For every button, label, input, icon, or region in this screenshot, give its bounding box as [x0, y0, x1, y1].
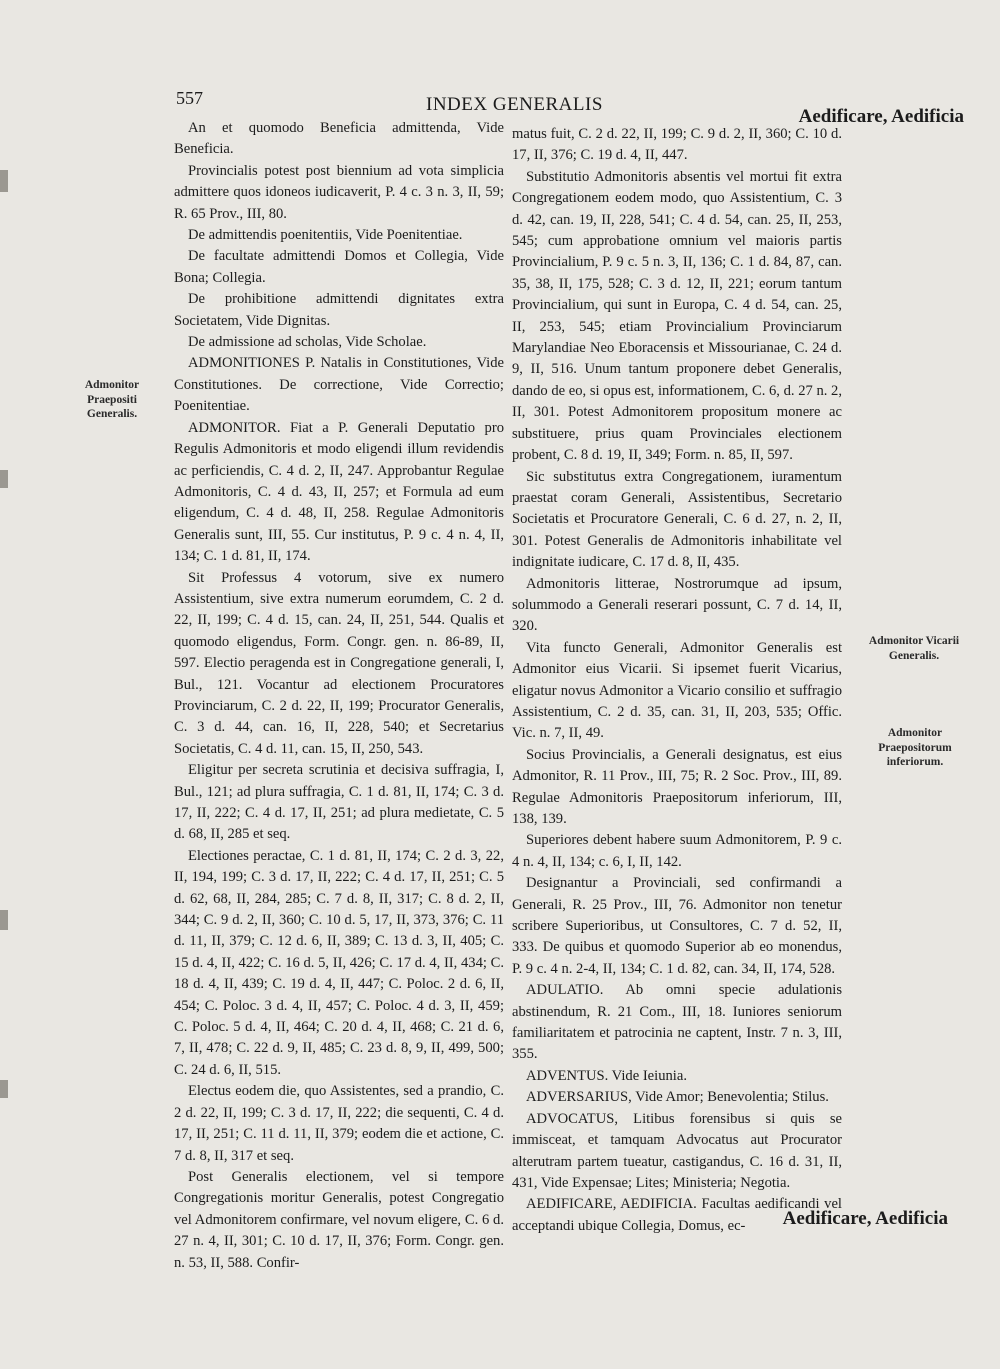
index-entry: Substitutio Admonitoris absentis vel mortui fit extra Congregationem eodem modo, quo Assistentium, C. 3 d. 42, can. 19, II, 228, 541; C. 4 d. 54, can. 25, II, 253, 545; cum approbatione omnium vel maioris partis Provincialium, P. 9 c. 5 n. 3, II, 136; C. 1 d. 84, 87, can. 35, 38, II, 175, 528; C. 3 d. 12, II, 221; eorum tantum Provincialium, qui sunt in Europa, C. 4 d. 54, can. 25, II, 253, 545; etiam Provincialium Provinciarum Marylandiae Neo Eboracensis et Missourianae, C. 24 d. 9, II, 516. Unum tantum proponere debet Generalis, dando de eo, si opus est, informationem, C. 6, d. 27 n. 2, II, 301. Potest Admonitorem propositum monere ac substituere, prius quam Provinciales electionem probent, C. 8 d. 19, II, 349; Form. n. 85, II, 597. [512, 168, 842, 464]
index-entry-admonitiones: ADMONITIONES P. Natalis in Constitutiones, Vide Constitutiones. De correctione, Vide Correctio; Poenitentiae. [174, 355, 504, 415]
index-entry: Sit Professus 4 votorum, sive ex numero Assistentium, sive extra numerum eorumdem, C. 2 d. 22, II, 199; C. 4 d. 15, can. 24, II, 251, 544. Qualis et quomodo eligendus, Form. Congr. gen. n. 86-89, II, 597. Electio peragenda est in Congregatione generali, I, Bul., 121. Vocantur ad electionem Procuratores Provinciarum, C. 2 d. 22, II, 199; Procurator Generalis, C. 3 d. 44, can. 16, II, 228, 540; et Secretarius Societatis, C. 4 d. 11, can. 15, II, 250, 543. [174, 569, 504, 757]
index-entry: Socius Provincialis, a Generali designatus, est eius Admonitor, R. 11 Prov., III, 75; R. 2 Soc. Prov., III, 89. Regulae Admonitoris Praepositorum inferiorum, III, 138, 139. [512, 746, 842, 827]
index-entry-aedificare: AEDIFICARE, AEDIFICIA. Facultas aedificandi vel acceptandi ubique Collegia, Domus, ec- [512, 1196, 842, 1234]
index-entry: De prohibitione admittendi dignitates extra Societatem, Vide Dignitas. [174, 291, 504, 329]
index-entry-adversarius: ADVERSARIUS, Vide Amor; Benevolentia; Stilus. [526, 1089, 829, 1106]
index-entry: De facultate admittendi Domos et Collegia, Vide Bona; Collegia. [174, 248, 504, 286]
left-column [174, 118, 504, 1274]
headword-top: Aedificare, Aedificia [798, 106, 964, 127]
margin-note-admonitor-praepositi: Admonitor Praepositi Generalis. [84, 379, 140, 420]
index-entry: Vita functo Generali, Admonitor Generalis est Admonitor eius Vicarii. Si ipsemet fuerit Vicarius, eligatur novus Admonitor a Vicario consilio et suffragio Assistentium, C. 2 d. 35, can. 31, II, 203, 535; Offic. Vic. n. 7, II, 49. [512, 639, 842, 742]
index-entry-continued: matus fuit, C. 2 d. 22, II, 199; C. 9 d. 2, II, 360; C. 10 d. 17, II, 376; C. 19 d. 4, II, 447. [512, 126, 842, 164]
index-entry: Provincialis potest post biennium ad vota simplicia admittere quos idoneos iudicaverit, P. 4 c. 3 n. 3, II, 59; R. 65 Prov., III, 80. [174, 162, 504, 222]
index-entry-admonitor: ADMONITOR. Fiat a P. Generali Deputatio pro Regulis Admonitoris et modo eligendi illum revidendis ac perficiendis, C. 4 d. 2, II, 247. Approbantur Regulae Admonitoris, C. 4 d. 43, II, 257; et Formula ad eum eligendum, C. 4 d. 48, II, 258. Regulae Admonitoris Generalis sunt, III, 55. Cur institutus, P. 9 c. 4 n. 4, II, 134; C. 1 d. 81, II, 174. [174, 419, 504, 565]
index-entry: An et quomodo Beneficia admittenda, Vide Beneficia. [174, 120, 504, 158]
index-entry: De admittendis poenitentiis, Vide Poenitentiae. [188, 227, 463, 244]
page-number: 557 [176, 88, 203, 108]
margin-note-admonitor-praepositorum: Admonitor Praepositorum inferiorum. [878, 727, 952, 768]
headword-bottom: Aedificare, Aedificia [782, 1208, 948, 1229]
index-entry: De admissione ad scholas, Vide Scholae. [188, 334, 427, 351]
index-entry: Admonitoris litterae, Nostrorumque ad ipsum, solummodo a Generali reserari possunt, C. 7 d. 14, II, 320. [512, 575, 842, 635]
index-entry: Post Generalis electionem, vel si tempore Congregationis moritur Generalis, potest Congregatio vel Admonitorem confirmare, vel novum eligere, C. 6 d. 27 n. 4, II, 301; C. 10 d. 17, II, 376; Form. Congr. gen. n. 53, II, 588. Confir- [174, 1168, 504, 1271]
running-title: INDEX GENERALIS [426, 94, 603, 115]
index-entry: Electiones peractae, C. 1 d. 81, II, 174; C. 2 d. 3, 22, II, 194, 199; C. 3 d. 17, II, 222; C. 4 d. 17, II, 251; C. 5 d. 62, 68, II, 284, 285; C. 7 d. 8, II, 317; C. 8 d. 2, II, 344; C. 9 d. 2, II, 360; C. 10 d. 5, 17, II, 373, 376; C. 11 d. 11, II, 379; C. 12 d. 6, II, 389; C. 13 d. 3, II, 405; C. 15 d. 4, II, 422; C. 16 d. 5, II, 426; C. 17 d. 4, II, 434; C. 18 d. 4, II, 439; C. 19 d. 4, II, 447; C. Poloc. 2 d. 6, II, 454; C. Poloc. 3 d. 4, II, 457; C. Poloc. 4 d. 3, II, 459; C. Poloc. 5 d. 4, II, 464; C. 20 d. 4, II, 468; C. 21 d. 6, 7, II, 478; C. 22 d. 9, II, 485; C. 23 d. 8, 9, II, 499, 500; C. 24 d. 6, II, 515. [174, 847, 504, 1078]
index-entry: Electus eodem die, quo Assistentes, sed a prandio, C. 2 d. 22, II, 199; C. 3 d. 17, II, 222; die sequenti, C. 4 d. 17, II, 251; C. 11 d. 11, II, 379; eodem die et actione, C. 7 d. 8, II, 317 et seq. [174, 1083, 504, 1164]
page-edge-mark [0, 470, 8, 488]
index-entry-adulatio: ADULATIO. Ab omni specie adulationis abstinendum, R. 21 Com., III, 18. Iuniores seniorum familiaritatem et patrocinia ne captent, Instr. 7 n. 3, III, 355. [512, 982, 842, 1063]
index-entry-adventus: ADVENTUS. Vide Ieiunia. [526, 1067, 687, 1084]
page-edge-mark [0, 910, 8, 930]
margin-note-admonitor-vicarii: Admonitor Vicarii Generalis. [868, 635, 960, 662]
index-entry: Eligitur per secreta scrutinia et decisiva suffragia, I, Bul., 121; ad plura suffragia, C. 1 d. 81, II, 174; C. 3 d. 17, II, 222; C. 4 d. 17, II, 251; ad plura medietate, C. 5 d. 68, II, 285 et seq. [174, 762, 504, 843]
right-column [512, 124, 842, 1237]
index-entry: Sic substitutus extra Congregationem, iuramentum praestat coram Generali, Assistentibus, Secretario Societatis et Procuratore Generali, C. 6 d. 27, n. 2, II, 301. Potest Generalis de Admonitoris inhabilitate vel indignitate iudicare, C. 17 d. 8, II, 435. [512, 468, 842, 571]
page-edge-mark [0, 170, 8, 192]
index-entry-advocatus: ADVOCATUS, Litibus forensibus si quis se immisceat, et tamquam Advocatus aut Procurator alterutram partem tueatur, castigandus, C. 16 d. 31, II, 431, Vide Expensae; Lites; Ministeria; Negotia. [512, 1110, 842, 1191]
index-entry: Superiores debent habere suum Admonitorem, P. 9 c. 4 n. 4, II, 134; c. 6, I, II, 142. [512, 832, 842, 870]
page-edge-mark [0, 1080, 8, 1098]
index-entry: Designantur a Provinciali, sed confirmandi a Generali, R. 25 Prov., III, 76. Admonitor non tenetur scribere Superioribus, ut Consultores, C. 7 d. 52, II, 333. De quibus et quomodo Superior ab eo monendus, P. 9 c. 4 n. 2-4, II, 134; C. 1 d. 82, can. 34, II, 174, 528. [512, 875, 842, 977]
